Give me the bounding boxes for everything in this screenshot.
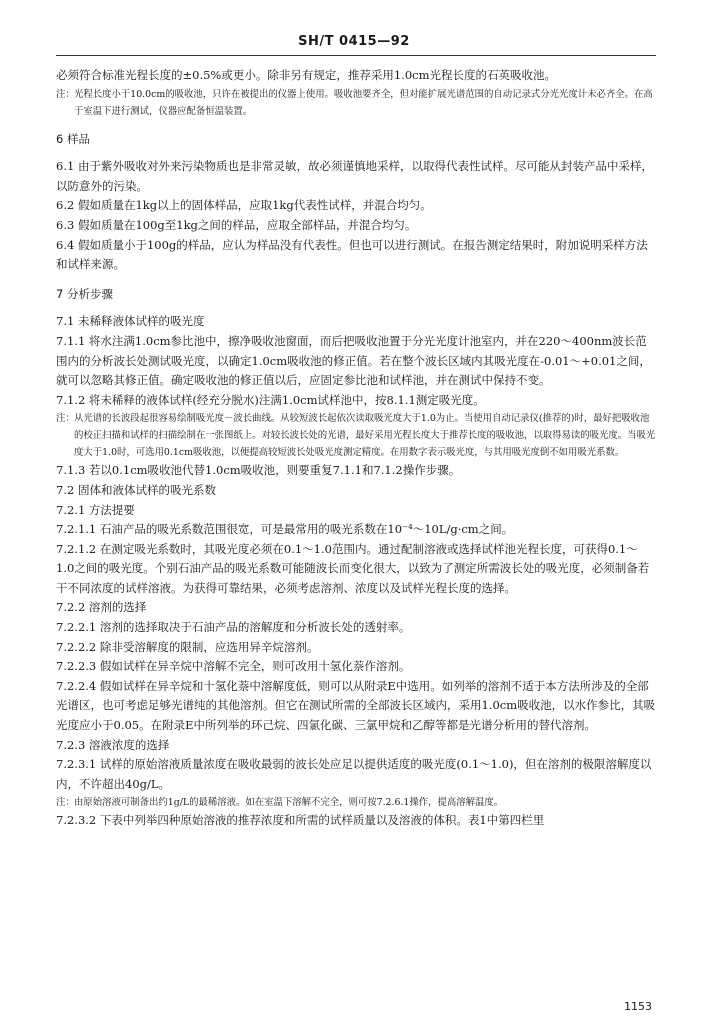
body-paragraph: 7.2.2.4 假如试样在异辛烷和十氢化萘中溶解度低，则可以从附录E中选用。如列举的溶剂不适于本方法所涉及的全部光谱区，也可考虑足够光谱纯的其他溶剂。但它在测试所需的全部波长区域内，采用1.0cm吸收池，以水作参比，其吸光度应小于0.05。在附录E中所列举的环己烷、四氯化碳、三氯甲烷和乙醇等都是光谱分析用的替代溶剂。 [56,678,656,733]
page-number: 1153 [624,1000,652,1013]
standard-code-header: SH/T 0415—92 [298,34,410,49]
note-label: 注： [56,88,75,100]
header-rule [56,55,656,56]
body-paragraph: 6.4 假如质量小于100g的样品，应认为样品没有代表性。但也可以进行测试。在报告测定结果时，附加说明采样方法和试样来源。 [56,237,648,272]
body-paragraph: 7.2.2.1 溶剂的选择取决于石油产品的溶解度和分析波长处的透射率。 [56,620,411,635]
body-paragraph: 6.2 假如质量在1kg以上的固体样品，应取1kg代表性试样，并混合均匀。 [56,198,432,213]
body-paragraph: 7.2.2.3 假如试样在异辛烷中溶解不完全，则可改用十氢化萘作溶剂。 [56,659,411,674]
note-paragraph [56,794,656,811]
section-heading: 7 分析步骤 [56,286,113,301]
body-paragraph: 7.2.2.2 除非受溶解度的限制，应选用异辛烷溶剂。 [56,639,319,654]
body-paragraph: 7.2.1.2 在测定吸光系数时，其吸光度必须在0.1～1.0范围内。通过配制溶液或选择试样池光程长度，可获得0.1～1.0之间的吸光度。个别石油产品的吸光系数可能随波长而变化很大，以致为了测定所需波长处的吸光度，必须制备若干不同浓度的试样溶液。为获得可靠结果，必须考虑溶剂、浓度以及试样光程长度的选择。 [56,541,650,595]
body-paragraph: 7.2.3.2 下表中列举四种原始溶液的推荐浓度和所需的试样质量以及溶液的体积。表1中第四栏里 [56,813,545,828]
body-paragraph: 7.1.1 将水注满1.0cm参比池中，擦净吸收池窗面，而后把吸收池置于分光光度计池室内，并在220～400nm波长范围内的分析波长处测试吸光度，以确定1.0cm吸收池的修正值。若在整个波长区域内其吸光度在-0.01～+0.01之间，就可以忽略其修正值。确定吸收池的修正值以后，应固定参比池和试样池，并在测试中保持不变。 [56,333,651,388]
body-paragraph: 7.1.3 若以0.1cm吸收池代替1.0cm吸收池，则要重复7.1.1和7.1.2操作步骤。 [56,463,461,478]
body-paragraph: 7.1 未稀释液体试样的吸光度 [56,314,205,329]
note-label: 注： [56,413,75,425]
body-paragraph: 6.3 假如质量在100g至1kg之间的样品，应取全部样品，并混合均匀。 [56,217,417,232]
body-paragraph: 7.2 固体和液体试样的吸光系数 [56,482,216,497]
body-paragraph: 7.2.3 溶液浓度的选择 [56,737,170,752]
document-body [56,66,656,831]
note-paragraph [56,410,656,461]
body-paragraph: 必须符合标准光程长度的±0.5%或更小。除非另有规定，推荐采用1.0cm光程长度的石英吸收池。 [56,68,556,82]
body-paragraph: 6.1 由于紫外吸收对外来污染物质也是非常灵敏，故必须谨慎地采样，以取得代表性试样。尽可能从封装产品中采样，以防意外的污染。 [56,159,653,193]
body-paragraph: 7.2.3.1 试样的原始溶液质量浓度在吸收最弱的波长处应足以提供适度的吸光度(0.1～1.0)，但在溶剂的极限溶解度以内，不许超出40g/L。 [56,757,652,791]
note-text: 从光谱的长波段起很容易绘制吸光度－波长曲线。从较短波长起依次读取吸光度大于1.0为止。当使用自动记录仪(推荐的)时，最好把吸收池的校正扫描和试样的扫描绘制在一张图纸上。对较长波长处的光谱，最好采用光程长度大于推荐长度的吸收池，以取得易读的吸光度。当吸光度大于1.0时，可选用0.1cm吸收池，以便提高较短波长处吸光度测定精度。在用数字表示吸光度，与其用吸光度倒不如用吸光系数。 [74,413,656,459]
note-paragraph [56,86,656,120]
body-paragraph: 7.2.1 方法提要 [56,502,135,517]
note-text: 光程长度小于10.0cm的吸收池，只许在被提出的仪器上使用。吸收池要齐全，但对能扩展光谱范围的自动记录式分光光度计未必齐全。在高于室温下进行测试，仪器应配备恒温装置。 [74,88,653,117]
note-label: 注： [56,797,75,809]
body-paragraph: 7.2.1.1 石油产品的吸光系数范围很宽，可是最常用的吸光系数在10⁻⁴～10L/g·cm之间。 [56,522,514,537]
body-paragraph: 7.2.2 溶剂的选择 [56,600,147,615]
note-text: 由原始溶液可制备出约1g/L的最稀溶液。如在室温下溶解不完全，则可按7.2.6.1操作，提高溶解温度。 [74,797,504,809]
body-paragraph: 7.1.2 将未稀释的液体试样(经充分脱水)注满1.0cm试样池中，按8.1.1测定吸光度。 [56,392,485,407]
section-heading: 6 样品 [56,131,90,146]
